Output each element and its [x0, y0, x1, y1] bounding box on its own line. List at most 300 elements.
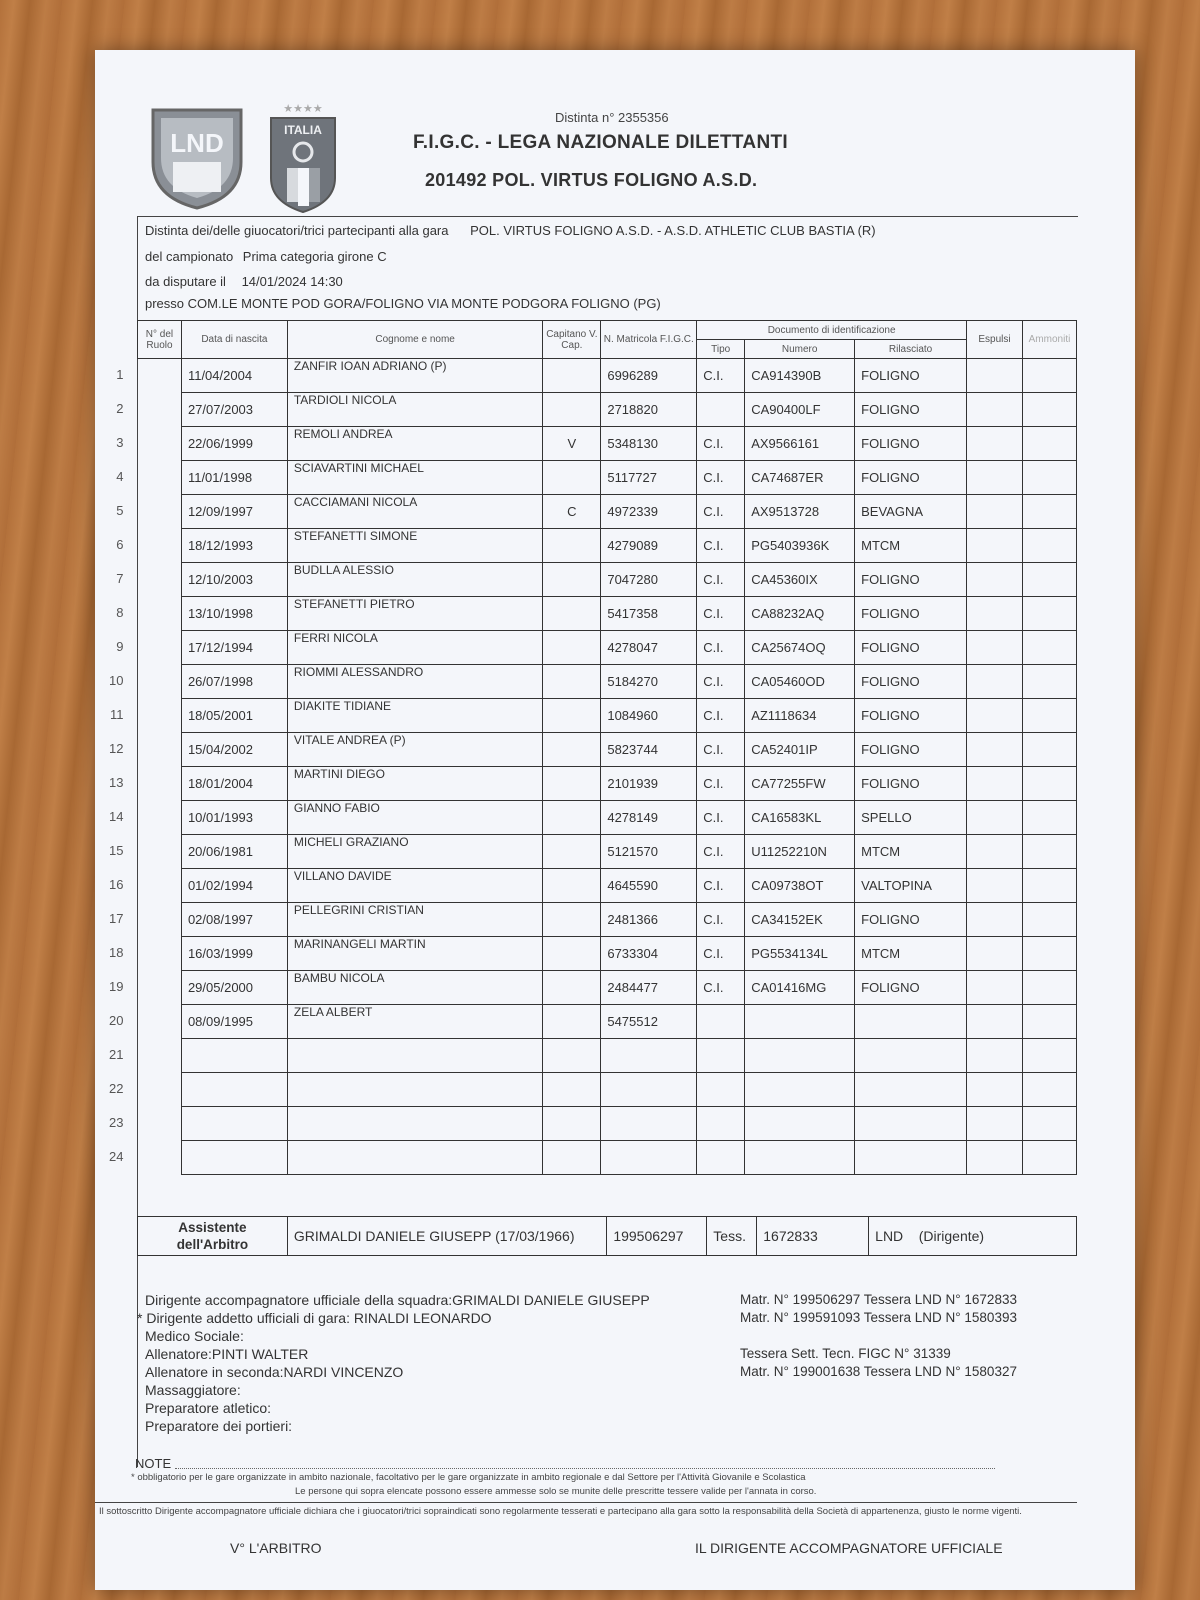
row-number: 15: [109, 842, 124, 858]
championship-label: del campionato: [145, 249, 234, 264]
match-roster-sheet: [95, 50, 1135, 1590]
matricola: 6996289: [601, 359, 697, 393]
staff-portieri: Preparatore dei portieri:: [145, 1418, 293, 1434]
doc-number: U11252210N: [745, 835, 855, 869]
doc-type: C.I.: [697, 563, 745, 597]
player-name: MARINANGELI MARTIN: [287, 937, 543, 971]
staff-seconda-matr: Matr. N° 199001638 Tessera LND N° 1580327: [740, 1364, 1017, 1379]
captain-mark: [543, 869, 601, 903]
rownum-cell: [116, 393, 182, 427]
rownum-cell: [116, 359, 182, 393]
doc-issued: BEVAGNA: [855, 495, 967, 529]
player-name: GIANNO FABIO: [287, 801, 543, 835]
table-row: [138, 665, 1077, 699]
assistant-numero: 1672833: [757, 1217, 869, 1256]
birth-date: 15/04/2002: [181, 733, 287, 767]
rownum-cell: [110, 699, 182, 733]
espulsi-cell: [967, 937, 1023, 971]
table-row: [138, 597, 1077, 631]
doc-type: [697, 1141, 745, 1175]
doc-issued: FOLIGNO: [855, 461, 967, 495]
captain-mark: [543, 393, 601, 427]
distinta-number: Distinta n° 2355356: [555, 110, 669, 125]
rownum-cell: [109, 937, 182, 971]
doc-type: [697, 393, 745, 427]
player-name: MICHELI GRAZIANO: [287, 835, 543, 869]
row-number: 21: [109, 1046, 124, 1062]
doc-issued: FOLIGNO: [855, 359, 967, 393]
ammoniti-cell: [1022, 1039, 1076, 1073]
player-name: CACCIAMANI NICOLA: [287, 495, 543, 529]
row-number: 8: [116, 604, 124, 620]
player-name: REMOLI ANDREA: [287, 427, 543, 461]
rownum-cell: [109, 767, 182, 801]
ammoniti-cell: [1022, 733, 1076, 767]
doc-type: C.I.: [697, 971, 745, 1005]
col-matricola: N. Matricola F.I.G.C.: [601, 321, 697, 359]
assistant-label: Assistente dell'Arbitro: [138, 1217, 288, 1256]
row-number: 6: [116, 536, 124, 552]
row-number: 7: [116, 570, 124, 586]
captain-mark: [543, 631, 601, 665]
captain-mark: [543, 665, 601, 699]
venue-label: presso: [145, 296, 185, 311]
row-number: 24: [109, 1148, 124, 1164]
birth-date: 12/09/1997: [181, 495, 287, 529]
captain-mark: [543, 1039, 601, 1073]
rownum-cell: [109, 665, 182, 699]
birth-date: 26/07/1998: [181, 665, 287, 699]
captain-mark: [543, 1073, 601, 1107]
table-row: [138, 427, 1077, 461]
matricola: 5823744: [601, 733, 697, 767]
ammoniti-cell: [1022, 835, 1076, 869]
ammoniti-cell: [1022, 597, 1076, 631]
doc-number: [745, 1039, 855, 1073]
table-row: [138, 699, 1077, 733]
ammoniti-cell: [1022, 903, 1076, 937]
player-name: FERRI NICOLA: [287, 631, 543, 665]
doc-number: CA914390B: [745, 359, 855, 393]
doc-number: CA34152EK: [745, 903, 855, 937]
row-number: 11: [110, 706, 124, 722]
birth-date: 29/05/2000: [181, 971, 287, 1005]
match-line-3: [145, 274, 343, 289]
ammoniti-cell: [1022, 461, 1076, 495]
assistant-name: GRIMALDI DANIELE GIUSEPP (17/03/1966): [287, 1217, 606, 1256]
players-table: [109, 320, 1077, 1175]
col-capitano: Capitano V. Cap.: [543, 321, 601, 359]
matricola: [601, 1039, 697, 1073]
doc-number: CA52401IP: [745, 733, 855, 767]
arbitro-signature-label: V° L'ARBITRO: [230, 1540, 322, 1556]
captain-mark: [543, 563, 601, 597]
table-row: [138, 835, 1077, 869]
rownum-cell: [109, 971, 182, 1005]
matricola: 4645590: [601, 869, 697, 903]
doc-issued: [855, 1141, 967, 1175]
row-number: 14: [109, 808, 124, 824]
doc-type: C.I.: [697, 733, 745, 767]
doc-issued: [855, 1039, 967, 1073]
col-nome: Cognome e nome: [287, 321, 543, 359]
matricola: 2484477: [601, 971, 697, 1005]
row-number: 3: [116, 434, 124, 450]
table-row: [138, 393, 1077, 427]
row-number: 13: [109, 774, 124, 790]
birth-date: 16/03/1999: [181, 937, 287, 971]
birth-date: 13/10/1998: [181, 597, 287, 631]
row-number: 23: [109, 1114, 124, 1130]
row-number: 4: [116, 468, 124, 484]
ammoniti-cell: [1022, 971, 1076, 1005]
row-number: 19: [109, 978, 124, 994]
lnd-logo-text: LND: [170, 128, 224, 158]
doc-issued: FOLIGNO: [855, 393, 967, 427]
player-name: [287, 1073, 543, 1107]
ammoniti-cell: [1022, 1141, 1076, 1175]
ammoniti-cell: [1022, 631, 1076, 665]
birth-date: 27/07/2003: [181, 393, 287, 427]
doc-type: C.I.: [697, 631, 745, 665]
captain-mark: [543, 1141, 601, 1175]
lnd-logo: [147, 102, 247, 212]
matricola: 4279089: [601, 529, 697, 563]
player-name: RIOMMI ALESSANDRO: [287, 665, 543, 699]
doc-type: C.I.: [697, 869, 745, 903]
table-row: [138, 1141, 1077, 1175]
doc-issued: MTCM: [855, 835, 967, 869]
doc-issued: [855, 1073, 967, 1107]
espulsi-cell: [967, 767, 1023, 801]
espulsi-cell: [967, 1005, 1023, 1039]
table-row: [138, 631, 1077, 665]
table-row: [138, 1073, 1077, 1107]
doc-issued: [855, 1107, 967, 1141]
rownum-cell: [109, 1107, 182, 1141]
birth-date: 11/04/2004: [181, 359, 287, 393]
row-number: 9: [116, 638, 124, 654]
espulsi-cell: [967, 1141, 1023, 1175]
captain-mark: [543, 1005, 601, 1039]
rownum-cell: [109, 1141, 182, 1175]
doc-number: [745, 1107, 855, 1141]
espulsi-cell: [967, 835, 1023, 869]
birth-date: [181, 1141, 287, 1175]
captain-mark: V: [543, 427, 601, 461]
player-name: BAMBU NICOLA: [287, 971, 543, 1005]
table-row: [138, 1039, 1077, 1073]
espulsi-cell: [967, 427, 1023, 461]
doc-issued: FOLIGNO: [855, 767, 967, 801]
birth-date: 18/01/2004: [181, 767, 287, 801]
captain-mark: [543, 733, 601, 767]
captain-mark: [543, 971, 601, 1005]
espulsi-cell: [967, 903, 1023, 937]
player-name: ZELA ALBERT: [287, 1005, 543, 1039]
table-row: [138, 1005, 1077, 1039]
espulsi-cell: [967, 801, 1023, 835]
espulsi-cell: [967, 699, 1023, 733]
ammoniti-cell: [1022, 1005, 1076, 1039]
doc-type: C.I.: [697, 461, 745, 495]
table-row: [138, 563, 1077, 597]
rownum-cell: [109, 733, 182, 767]
row-number: 20: [109, 1012, 124, 1028]
player-name: VITALE ANDREA (P): [287, 733, 543, 767]
assistant-tipo: Tess.: [707, 1217, 757, 1256]
espulsi-cell: [967, 461, 1023, 495]
matricola: 7047280: [601, 563, 697, 597]
matricola: 5121570: [601, 835, 697, 869]
assistant-referee-table: [137, 1216, 1077, 1256]
espulsi-cell: [967, 359, 1023, 393]
date-value: 14/01/2024 14:30: [241, 274, 343, 289]
col-rilasciato: Rilasciato: [855, 340, 967, 359]
col-documento: Documento di identificazione: [697, 321, 967, 340]
matricola: 5117727: [601, 461, 697, 495]
federation-title: F.I.G.C. - LEGA NAZIONALE DILETTANTI: [413, 132, 788, 153]
matricola: 5184270: [601, 665, 697, 699]
espulsi-cell: [967, 393, 1023, 427]
espulsi-cell: [967, 1039, 1023, 1073]
matricola: 5417358: [601, 597, 697, 631]
player-name: SCIAVARTINI MICHAEL: [287, 461, 543, 495]
date-label: da disputare il: [145, 274, 226, 289]
doc-number: [745, 1073, 855, 1107]
matricola: 4278149: [601, 801, 697, 835]
footnote-1: * obbligatorio per le gare organizzate in ambito nazionale, facoltativo per le gare organizzate in ambito regionale e dal Settore per l'Attività Giovanile e Scolastica: [131, 1472, 806, 1483]
rownum-cell: [109, 835, 182, 869]
rownum-cell: [116, 461, 182, 495]
player-name: DIAKITE TIDIANE: [287, 699, 543, 733]
row-number: 5: [116, 502, 124, 518]
doc-type: C.I.: [697, 767, 745, 801]
assistant-matricola: 199506297: [607, 1217, 707, 1256]
rownum-cell: [116, 631, 182, 665]
ammoniti-cell: [1022, 427, 1076, 461]
ammoniti-cell: [1022, 495, 1076, 529]
birth-date: 12/10/2003: [181, 563, 287, 597]
player-name: VILLANO DAVIDE: [287, 869, 543, 903]
espulsi-cell: [967, 971, 1023, 1005]
ammoniti-cell: [1022, 801, 1076, 835]
espulsi-cell: [967, 597, 1023, 631]
ammoniti-cell: [1022, 529, 1076, 563]
doc-type: C.I.: [697, 427, 745, 461]
birth-date: 11/01/1998: [181, 461, 287, 495]
doc-number: CA25674OQ: [745, 631, 855, 665]
captain-mark: [543, 835, 601, 869]
rownum-cell: [116, 529, 182, 563]
doc-type: C.I.: [697, 937, 745, 971]
staff-allenatore: Allenatore:PINTI WALTER: [145, 1346, 309, 1362]
espulsi-cell: [967, 733, 1023, 767]
doc-number: CA09738OT: [745, 869, 855, 903]
doc-issued: FOLIGNO: [855, 665, 967, 699]
captain-mark: [543, 359, 601, 393]
ammoniti-cell: [1022, 563, 1076, 597]
rownum-cell: [109, 1005, 182, 1039]
rownum-cell: [116, 563, 182, 597]
captain-mark: [543, 461, 601, 495]
captain-mark: C: [543, 495, 601, 529]
doc-issued: FOLIGNO: [855, 971, 967, 1005]
svg-text:★★★★: ★★★★: [283, 103, 323, 115]
staff-addetto-matr: Matr. N° 199591093 Tessera LND N° 1580393: [740, 1310, 1017, 1325]
matricola: [601, 1107, 697, 1141]
staff-dirigente-matr: Matr. N° 199506297 Tessera LND N° 1672833: [740, 1292, 1017, 1307]
captain-mark: [543, 1107, 601, 1141]
player-name: MARTINI DIEGO: [287, 767, 543, 801]
doc-number: CA77255FW: [745, 767, 855, 801]
rownum-cell: [109, 869, 182, 903]
table-row: [138, 767, 1077, 801]
match-teams: POL. VIRTUS FOLIGNO A.S.D. - A.S.D. ATHLETIC CLUB BASTIA (R): [470, 223, 876, 238]
staff-medico: Medico Sociale:: [145, 1328, 244, 1344]
table-row: [138, 529, 1077, 563]
doc-number: PG5534134L: [745, 937, 855, 971]
row-number: 17: [109, 910, 124, 926]
doc-type: C.I.: [697, 529, 745, 563]
player-name: PELLEGRINI CRISTIAN: [287, 903, 543, 937]
birth-date: 22/06/1999: [181, 427, 287, 461]
match-line-4: [145, 296, 661, 311]
doc-type: C.I.: [697, 835, 745, 869]
birth-date: 10/01/1993: [181, 801, 287, 835]
row-number: 2: [116, 400, 124, 416]
doc-issued: FOLIGNO: [855, 563, 967, 597]
ammoniti-cell: [1022, 1107, 1076, 1141]
staff-addetto: * Dirigente addetto ufficiali di gara: RINALDI LEONARDO: [137, 1310, 492, 1326]
club-title: 201492 POL. VIRTUS FOLIGNO A.S.D.: [425, 170, 758, 190]
ammoniti-cell: [1022, 665, 1076, 699]
table-row: [138, 971, 1077, 1005]
espulsi-cell: [967, 1073, 1023, 1107]
espulsi-cell: [967, 529, 1023, 563]
matricola: 4278047: [601, 631, 697, 665]
birth-date: 02/08/1997: [181, 903, 287, 937]
staff-allenatore-tessera: Tessera Sett. Tecn. FIGC N° 31339: [740, 1346, 951, 1361]
captain-mark: [543, 529, 601, 563]
rownum-cell: [116, 427, 182, 461]
matricola: 2718820: [601, 393, 697, 427]
dirigente-signature-label: IL DIRIGENTE ACCOMPAGNATORE UFFICIALE: [695, 1540, 1003, 1556]
ammoniti-cell: [1022, 1073, 1076, 1107]
table-row: [138, 903, 1077, 937]
staff-atletico: Preparatore atletico:: [145, 1400, 272, 1416]
doc-number: AZ1118634: [745, 699, 855, 733]
matricola: 1084960: [601, 699, 697, 733]
doc-issued: FOLIGNO: [855, 427, 967, 461]
staff-massaggiatore: Massaggiatore:: [145, 1382, 241, 1398]
doc-number: AX9513728: [745, 495, 855, 529]
row-number: 22: [109, 1080, 124, 1096]
rownum-cell: [109, 903, 182, 937]
assistant-rilasciato: LND (Dirigente): [869, 1217, 1077, 1256]
player-name: TARDIOLI NICOLA: [287, 393, 543, 427]
doc-issued: FOLIGNO: [855, 903, 967, 937]
doc-type: [697, 1005, 745, 1039]
espulsi-cell: [967, 495, 1023, 529]
doc-number: [745, 1005, 855, 1039]
doc-number: CA01416MG: [745, 971, 855, 1005]
captain-mark: [543, 597, 601, 631]
note-label: NOTE: [135, 1456, 172, 1471]
espulsi-cell: [967, 869, 1023, 903]
table-row: [138, 801, 1077, 835]
col-tipo: Tipo: [697, 340, 745, 359]
ammoniti-cell: [1022, 767, 1076, 801]
rownum-cell: [109, 801, 182, 835]
rownum-cell: [109, 1039, 182, 1073]
birth-date: [181, 1107, 287, 1141]
doc-number: CA88232AQ: [745, 597, 855, 631]
player-name: BUDLLA ALESSIO: [287, 563, 543, 597]
doc-number: [745, 1141, 855, 1175]
matricola: 2101939: [601, 767, 697, 801]
table-row: [138, 1107, 1077, 1141]
row-number: 10: [109, 672, 124, 688]
birth-date: 18/05/2001: [181, 699, 287, 733]
espulsi-cell: [967, 631, 1023, 665]
doc-issued: FOLIGNO: [855, 597, 967, 631]
doc-issued: FOLIGNO: [855, 631, 967, 665]
captain-mark: [543, 767, 601, 801]
staff-seconda: Allenatore in seconda:NARDI VINCENZO: [145, 1364, 404, 1380]
doc-type: [697, 1107, 745, 1141]
doc-type: [697, 1073, 745, 1107]
birth-date: [181, 1039, 287, 1073]
birth-date: 20/06/1981: [181, 835, 287, 869]
ammoniti-cell: [1022, 937, 1076, 971]
player-name: [287, 1141, 543, 1175]
table-row: [138, 937, 1077, 971]
doc-type: C.I.: [697, 699, 745, 733]
doc-number: CA16583KL: [745, 801, 855, 835]
doc-number: CA90400LF: [745, 393, 855, 427]
italia-logo: [265, 102, 341, 214]
table-row: [138, 495, 1077, 529]
doc-type: C.I.: [697, 495, 745, 529]
match-label: Distinta dei/delle giuocatori/trici partecipanti alla gara: [145, 223, 449, 238]
italia-logo-text: ITALIA: [284, 123, 322, 137]
matricola: [601, 1073, 697, 1107]
captain-mark: [543, 699, 601, 733]
ammoniti-cell: [1022, 393, 1076, 427]
staff-dirigente: Dirigente accompagnatore ufficiale della squadra:GRIMALDI DANIELE GIUSEPP: [145, 1292, 650, 1308]
matricola: 4972339: [601, 495, 697, 529]
birth-date: 18/12/1993: [181, 529, 287, 563]
table-row: [138, 359, 1077, 393]
venue-value: COM.LE MONTE POD GORA/FOLIGNO VIA MONTE PODGORA FOLIGNO (PG): [187, 296, 661, 311]
ammoniti-cell: [1022, 869, 1076, 903]
footnote-2: Le persone qui sopra elencate possono essere ammesse solo se munite delle prescritte tessere valide per l'annata in corso.: [295, 1486, 817, 1497]
table-row: [138, 461, 1077, 495]
doc-type: C.I.: [697, 359, 745, 393]
row-number: 1: [116, 367, 124, 382]
match-line-1: [145, 223, 876, 238]
espulsi-cell: [967, 563, 1023, 597]
table-row: [138, 733, 1077, 767]
player-name: STEFANETTI SIMONE: [287, 529, 543, 563]
birth-date: 08/09/1995: [181, 1005, 287, 1039]
captain-mark: [543, 801, 601, 835]
row-number: 12: [109, 740, 124, 756]
doc-issued: MTCM: [855, 529, 967, 563]
captain-mark: [543, 937, 601, 971]
doc-issued: VALTOPINA: [855, 869, 967, 903]
